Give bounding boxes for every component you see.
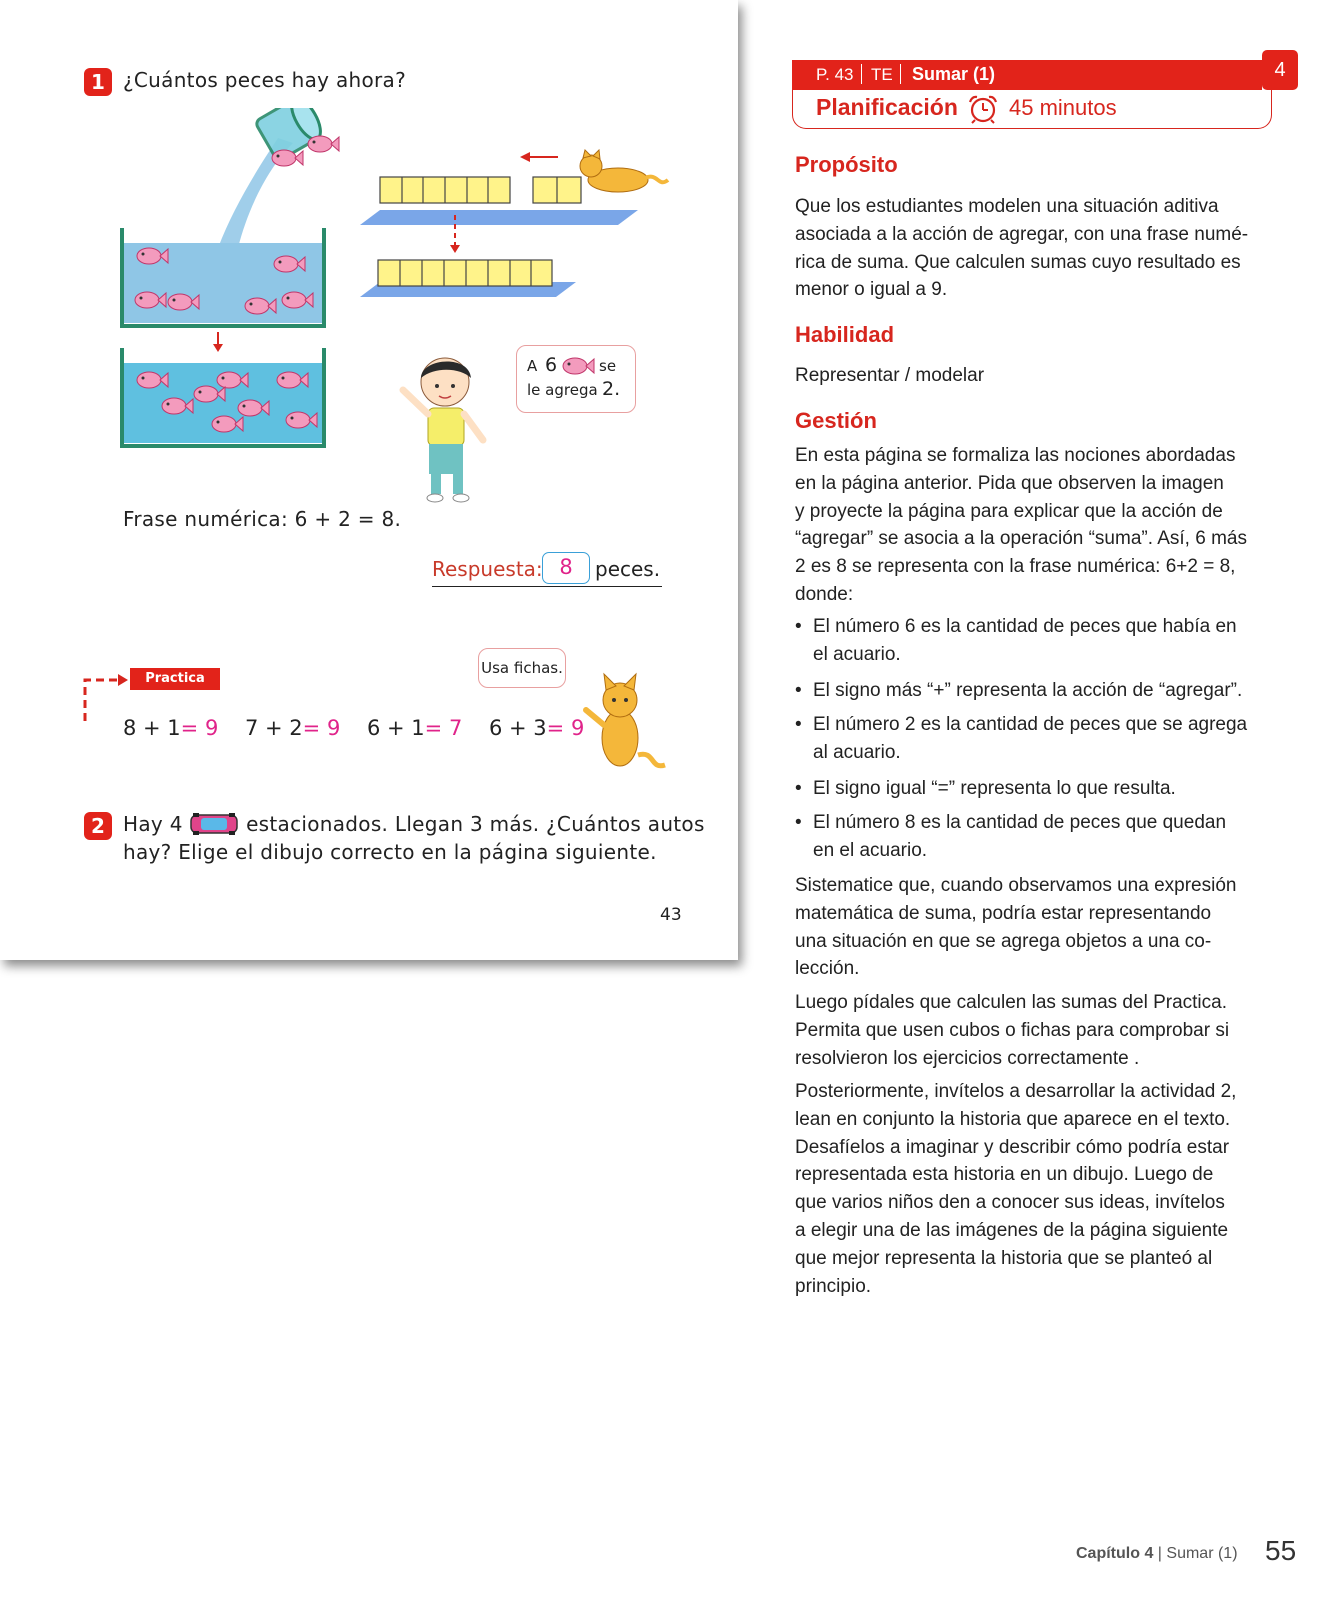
bullet-item	[795, 677, 1257, 705]
text-line: menor o igual a 9.	[795, 279, 948, 301]
answer-unit: peces.	[595, 557, 661, 581]
text-line: lección.	[795, 958, 860, 980]
text-line: En esta página se formaliza las nociones abordadas	[795, 445, 1236, 466]
bullet-item	[795, 613, 1257, 669]
page-reference: P. 43	[816, 65, 854, 84]
practice-label: Practica	[130, 668, 220, 690]
text-line: representada esta historia en un dibujo. Luego de	[795, 1164, 1214, 1186]
exercise-result: = 9	[302, 716, 341, 740]
cubes-illustration	[358, 145, 678, 305]
gestion-paragraph	[795, 442, 1257, 609]
fish-icon	[192, 384, 226, 404]
fish-icon	[133, 290, 167, 310]
bullet-text	[813, 677, 1257, 705]
text-line: Luego pídales que calculen las sumas del Practica.	[795, 992, 1227, 1013]
te-label: TE	[871, 65, 893, 84]
bullet-text	[813, 775, 1257, 803]
text-line: lean en conjunto la historia que aparece en el texto.	[795, 1108, 1231, 1130]
exercise-result: = 9	[180, 716, 219, 740]
bullet-text	[813, 809, 1257, 865]
boy-illustration	[395, 350, 505, 510]
speech-text: se	[599, 357, 617, 375]
text-line: 2 es 8 se representa con la frase numérica: 6+2 = 8,	[795, 556, 1236, 578]
section-title-proposito: Propósito	[795, 152, 898, 177]
fish-icon	[270, 148, 304, 168]
fish-icon	[135, 370, 169, 390]
question-2-text	[123, 812, 705, 836]
practice-exercise	[123, 716, 218, 740]
cat-illustration	[580, 670, 670, 780]
text-line: matemática de suma, podría estar representando	[795, 902, 1212, 924]
speech-text: le agrega	[527, 381, 598, 399]
fish-icon	[306, 134, 340, 154]
alarm-clock-icon	[967, 94, 999, 124]
bullet-dot: •	[795, 778, 802, 799]
question-2-post: estacionados. Llegan 3 más. ¿Cuántos autos	[246, 812, 705, 836]
text-line: en el acuario.	[813, 839, 928, 861]
luego-paragraph	[795, 989, 1257, 1072]
footer-chapter: Capítulo 4	[1076, 1545, 1154, 1562]
practice-exercise	[245, 716, 340, 740]
fish-icon	[272, 254, 306, 274]
speech-number: 6	[545, 354, 558, 376]
exercise-expression: 6 + 3	[489, 716, 547, 740]
question-number-badge: 1	[84, 68, 112, 96]
text-line: El número 6 es la cantidad de peces que había en	[813, 616, 1237, 637]
bullet-dot: •	[795, 680, 802, 701]
bullet-text	[813, 711, 1257, 767]
section-title-habilidad: Habilidad	[795, 322, 895, 347]
text-line: Sistematice que, cuando observamos una expresión	[795, 875, 1237, 896]
text-line: el acuario.	[813, 643, 901, 665]
sistematice-paragraph	[795, 872, 1257, 983]
text-line: Desafíelos a imaginar y describir cómo podría estar	[795, 1136, 1230, 1158]
text-line: al acuario.	[813, 741, 901, 763]
exercise-result: = 7	[424, 716, 463, 740]
page-number: 43	[660, 905, 682, 925]
planning-header-bar	[792, 60, 1262, 90]
bullet-item	[795, 711, 1257, 767]
fish-icon	[275, 370, 309, 390]
text-line: El número 2 es la cantidad de peces que se agrega	[813, 714, 1248, 735]
text-line: asociada a la acción de agregar, con una frase numé-	[795, 223, 1249, 245]
text-line: Permita que usen cubos o fichas para comprobar si	[795, 1019, 1230, 1041]
cat-speech-bubble: Usa fichas.	[478, 648, 566, 688]
car-icon	[189, 813, 239, 835]
fish-icon	[135, 246, 169, 266]
fish-icon	[166, 292, 200, 312]
text-line: Posteriormente, invítelos a desarrollar la actividad 2,	[795, 1081, 1237, 1102]
proposito-paragraph	[795, 193, 1257, 304]
student-page	[0, 0, 738, 960]
boy-speech-bubble	[516, 345, 636, 413]
speech-number: 2.	[602, 378, 621, 400]
planning-title: Planificación	[816, 94, 958, 120]
text-line: una situación en que se agrega objetos a una co-	[795, 930, 1212, 952]
text-line: “agregar” se asocia a la operación “suma”. Así, 6 más	[795, 528, 1247, 550]
answer-box: 8	[542, 552, 590, 584]
text-line: El número 8 es la cantidad de peces que quedan	[813, 812, 1227, 833]
exercise-result: = 9	[546, 716, 585, 740]
fish-icon	[280, 290, 314, 310]
bullet-text	[813, 613, 1257, 669]
text-line: rica de suma. Que calculen sumas cuyo resultado es	[795, 251, 1241, 273]
text-line: a elegir una de las imágenes de la página siguiente	[795, 1219, 1229, 1241]
chapter-tab: 4	[1262, 50, 1298, 90]
duration: 45 minutos	[1009, 95, 1117, 120]
topic-title: Sumar (1)	[912, 64, 996, 84]
text-line: que varios niños den a conocer sus ideas, invítelos	[795, 1192, 1225, 1214]
text-line: donde:	[795, 583, 854, 605]
exercise-expression: 6 + 1	[367, 716, 425, 740]
fish-icon	[160, 396, 194, 416]
exercise-expression: 7 + 2	[245, 716, 303, 740]
footer-topic: Sumar (1)	[1166, 1545, 1238, 1562]
number-sentence: Frase numérica: 6 + 2 = 8.	[123, 507, 402, 531]
text-line: resolvieron los ejercicios correctamente .	[795, 1047, 1140, 1069]
footer-page-number: 55	[1265, 1535, 1297, 1566]
separator	[900, 64, 901, 84]
bullet-item	[795, 809, 1257, 865]
text-line: y proyecte la página para explicar que la acción de	[795, 500, 1223, 522]
section-title-gestion: Gestión	[795, 408, 877, 433]
posteriormente-paragraph	[795, 1078, 1257, 1300]
answer-line	[432, 552, 662, 587]
text-line: El signo igual “=” representa lo que resulta.	[813, 778, 1176, 799]
question-2-line2: hay? Elige el dibujo correcto en la página siguiente.	[123, 840, 657, 864]
text-line: Que los estudiantes modelen una situación aditiva	[795, 196, 1219, 217]
fish-icon	[210, 414, 244, 434]
bullet-dot: •	[795, 616, 802, 637]
footer-separator: |	[1157, 1545, 1162, 1562]
fish-icon	[243, 296, 277, 316]
fish-icon	[284, 410, 318, 430]
speech-text: A	[527, 357, 538, 375]
habilidad-text: Representar / modelar	[795, 365, 985, 386]
exercise-expression: 8 + 1	[123, 716, 181, 740]
question-1-text: ¿Cuántos peces hay ahora?	[123, 68, 407, 92]
separator	[861, 64, 862, 84]
text-line: principio.	[795, 1275, 872, 1297]
bullet-dot: •	[795, 812, 802, 833]
question-2-pre: Hay 4	[123, 812, 183, 836]
question-number-badge: 2	[84, 812, 112, 840]
fish-icon	[561, 356, 595, 376]
text-line: en la página anterior. Pida que observen la imagen	[795, 472, 1224, 494]
bullet-dot: •	[795, 714, 802, 735]
bullet-item	[795, 775, 1257, 803]
practice-exercise	[367, 716, 462, 740]
text-line: que mejor representa la historia que se planteó al	[795, 1247, 1213, 1269]
footer	[1076, 1545, 1238, 1563]
answer-label: Respuesta:	[432, 557, 543, 581]
text-line: El signo más “+” representa la acción de “agregar”.	[813, 680, 1243, 701]
practice-exercise	[489, 716, 584, 740]
